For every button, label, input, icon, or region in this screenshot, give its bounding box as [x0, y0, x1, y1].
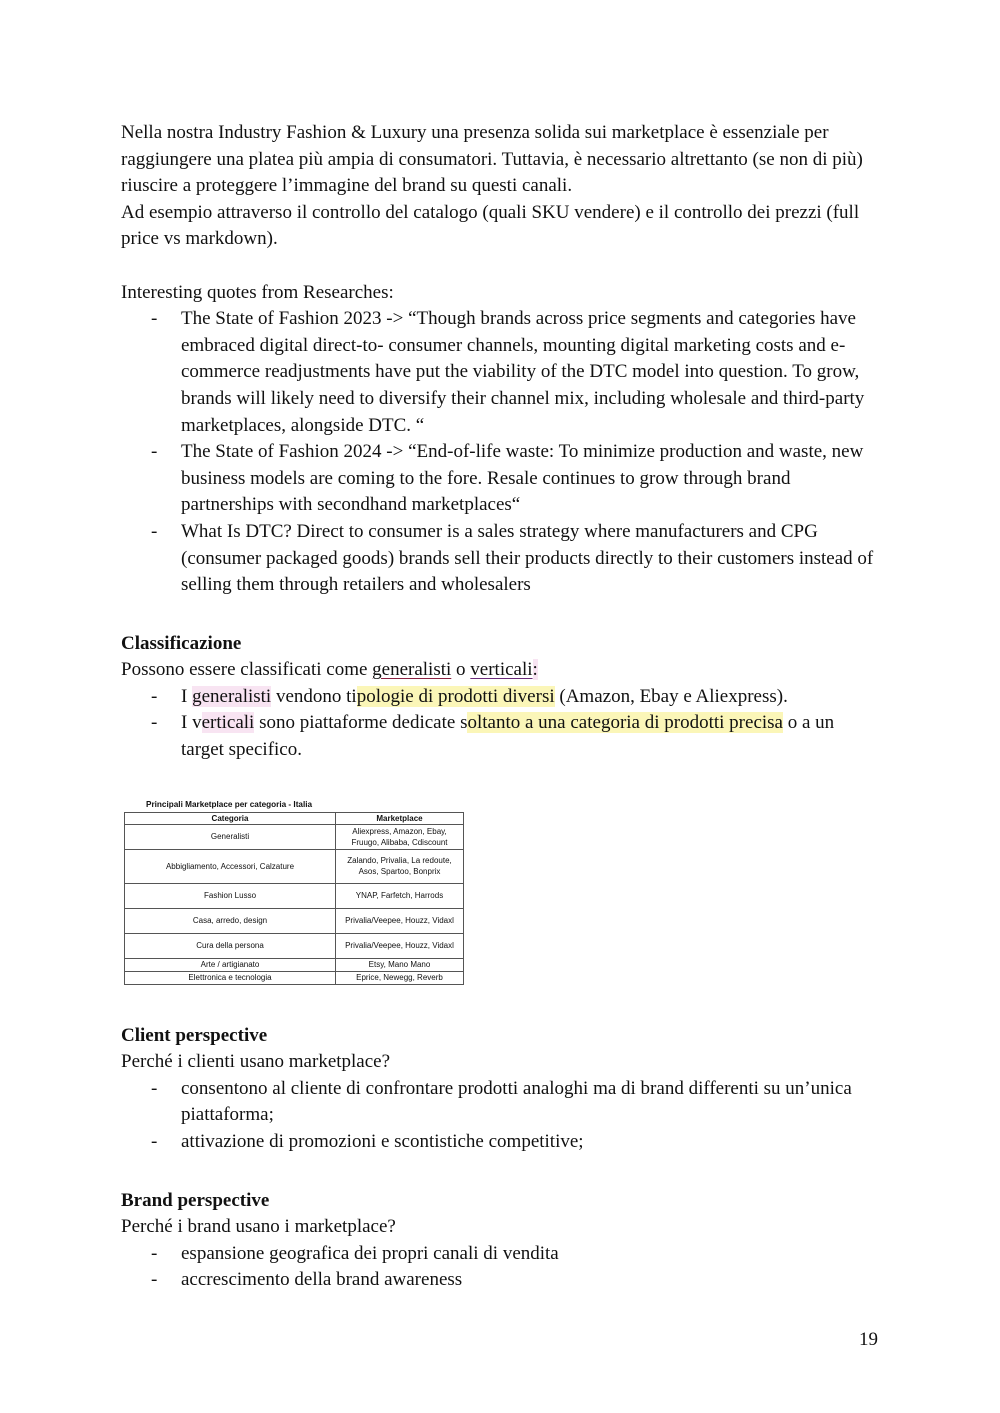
marketplace-table-figure	[124, 800, 464, 985]
text-run: I v	[181, 712, 202, 734]
text-run: o a un target specifico.	[181, 712, 835, 761]
highlight-pink: erticali	[201, 712, 255, 734]
quote-item: - The State of Fashion 2024 -> “End-of-life waste: To minimize production and waste, new business models are coming to the fore. Resale continues to grow through brand partnerships with secondhand marketplaces“	[181, 439, 881, 519]
table-row	[125, 908, 464, 933]
verticali-term: verticali	[470, 659, 533, 681]
table-cell-marketplace: Aliexpress, Amazon, Ebay, Fruugo, Alibaba, Cdiscount	[336, 824, 464, 849]
text-run: sono piattaforme dedicate s	[254, 712, 468, 734]
document-body	[121, 120, 881, 1294]
marketplace-table	[124, 812, 464, 985]
table-header-cell: Categoria	[125, 812, 336, 824]
table-cell-categoria: Elettronica e tecnologia	[125, 971, 336, 984]
list-item	[181, 684, 881, 711]
classificazione-title: Classificazione	[121, 632, 242, 654]
text-run: I	[181, 685, 193, 707]
list-item: - consentono al cliente di confrontare prodotti analoghi ma di brand differenti su un’unica piattaforma;	[181, 1076, 881, 1129]
text-run: Possono essere classificati come	[121, 659, 373, 681]
quote-item: - The State of Fashion 2023 -> “Though brands across price segments and categories have embraced digital direct-to- consumer channels, mounting digital marketing costs and e-commerce readjustments have put the viability of the DTC model into question. To grow, brands will likely need to diversify their channel mix, including wholesale and third-party marketplaces, alongside DTC. “	[181, 306, 881, 439]
quotes-heading: Interesting quotes from Researches:	[121, 281, 394, 303]
list-item	[181, 710, 881, 763]
table-cell-marketplace: Zalando, Privalia, La redoute, Asos, Spartoo, Bonprix	[336, 849, 464, 883]
quote-item: - What Is DTC? Direct to consumer is a sales strategy where manufacturers and CPG (consumer packaged goods) brands sell their products directly to their customers instead of selling them through retailers and wholesalers	[181, 519, 881, 599]
generalisti-term: generalisti	[372, 659, 452, 681]
client-list	[121, 1076, 881, 1156]
quotes-list	[121, 306, 881, 599]
table-cell-categoria: Fashion Lusso	[125, 883, 336, 908]
classificazione-intro	[121, 657, 881, 684]
highlight-yellow: oltanto a una categoria di prodotti precisa	[467, 712, 783, 734]
table-row	[125, 958, 464, 971]
table-cell-marketplace: YNAP, Farfetch, Harrods	[336, 883, 464, 908]
client-question: Perché i clienti usano marketplace?	[121, 1051, 391, 1073]
table-cell-categoria: Abbigliamento, Accessori, Calzature	[125, 849, 336, 883]
table-row	[125, 933, 464, 958]
text-run: vendono ti	[271, 685, 357, 707]
page-number: 19	[859, 1329, 878, 1350]
table-row	[125, 849, 464, 883]
table-title: Principali Marketplace per categoria - Italia	[146, 799, 313, 809]
highlight-pink: generalisti	[192, 685, 272, 707]
list-item: - espansione geografica dei propri canali di vendita	[181, 1241, 881, 1268]
classificazione-list	[121, 684, 881, 764]
list-item: - accrescimento della brand awareness	[181, 1267, 881, 1294]
intro-paragraph-2: Ad esempio attraverso il controllo del catalogo (quali SKU vendere) e il controllo dei prezzi (full price vs markdown).	[121, 201, 860, 250]
table-cell-categoria: Casa, arredo, design	[125, 908, 336, 933]
table-header-row	[125, 812, 464, 824]
table-cell-marketplace: Eprice, Newegg, Reverb	[336, 971, 464, 984]
table-cell-marketplace: Privalia/Veepee, Houzz, Vidaxl	[336, 908, 464, 933]
table-row	[125, 883, 464, 908]
client-perspective-title: Client perspective	[121, 1024, 268, 1046]
highlight-yellow: pologie di prodotti diversi	[356, 685, 555, 707]
table-row	[125, 824, 464, 849]
table-cell-categoria: Generalisti	[125, 824, 336, 849]
table-cell-categoria: Cura della persona	[125, 933, 336, 958]
text-run: (Amazon, Ebay e Aliexpress).	[554, 685, 788, 707]
table-header-cell: Marketplace	[336, 812, 464, 824]
brand-list	[121, 1241, 881, 1294]
text-run: :	[532, 659, 538, 681]
brand-question: Perché i brand usano i marketplace?	[121, 1216, 396, 1238]
brand-perspective-title: Brand perspective	[121, 1189, 270, 1211]
table-row	[125, 971, 464, 984]
text-run: o	[451, 659, 471, 681]
list-item: - attivazione di promozioni e scontistiche competitive;	[181, 1129, 881, 1156]
table-cell-marketplace: Etsy, Mano Mano	[336, 958, 464, 971]
table-cell-categoria: Arte / artigianato	[125, 958, 336, 971]
table-cell-marketplace: Privalia/Veepee, Houzz, Vidaxl	[336, 933, 464, 958]
intro-paragraph-1: Nella nostra Industry Fashion & Luxury una presenza solida sui marketplace è essenziale per raggiungere una platea più ampia di consumatori. Tuttavia, è necessario altrettanto (se non di più) riuscire a proteggere l’immagine del brand su questi canali.	[121, 122, 863, 197]
